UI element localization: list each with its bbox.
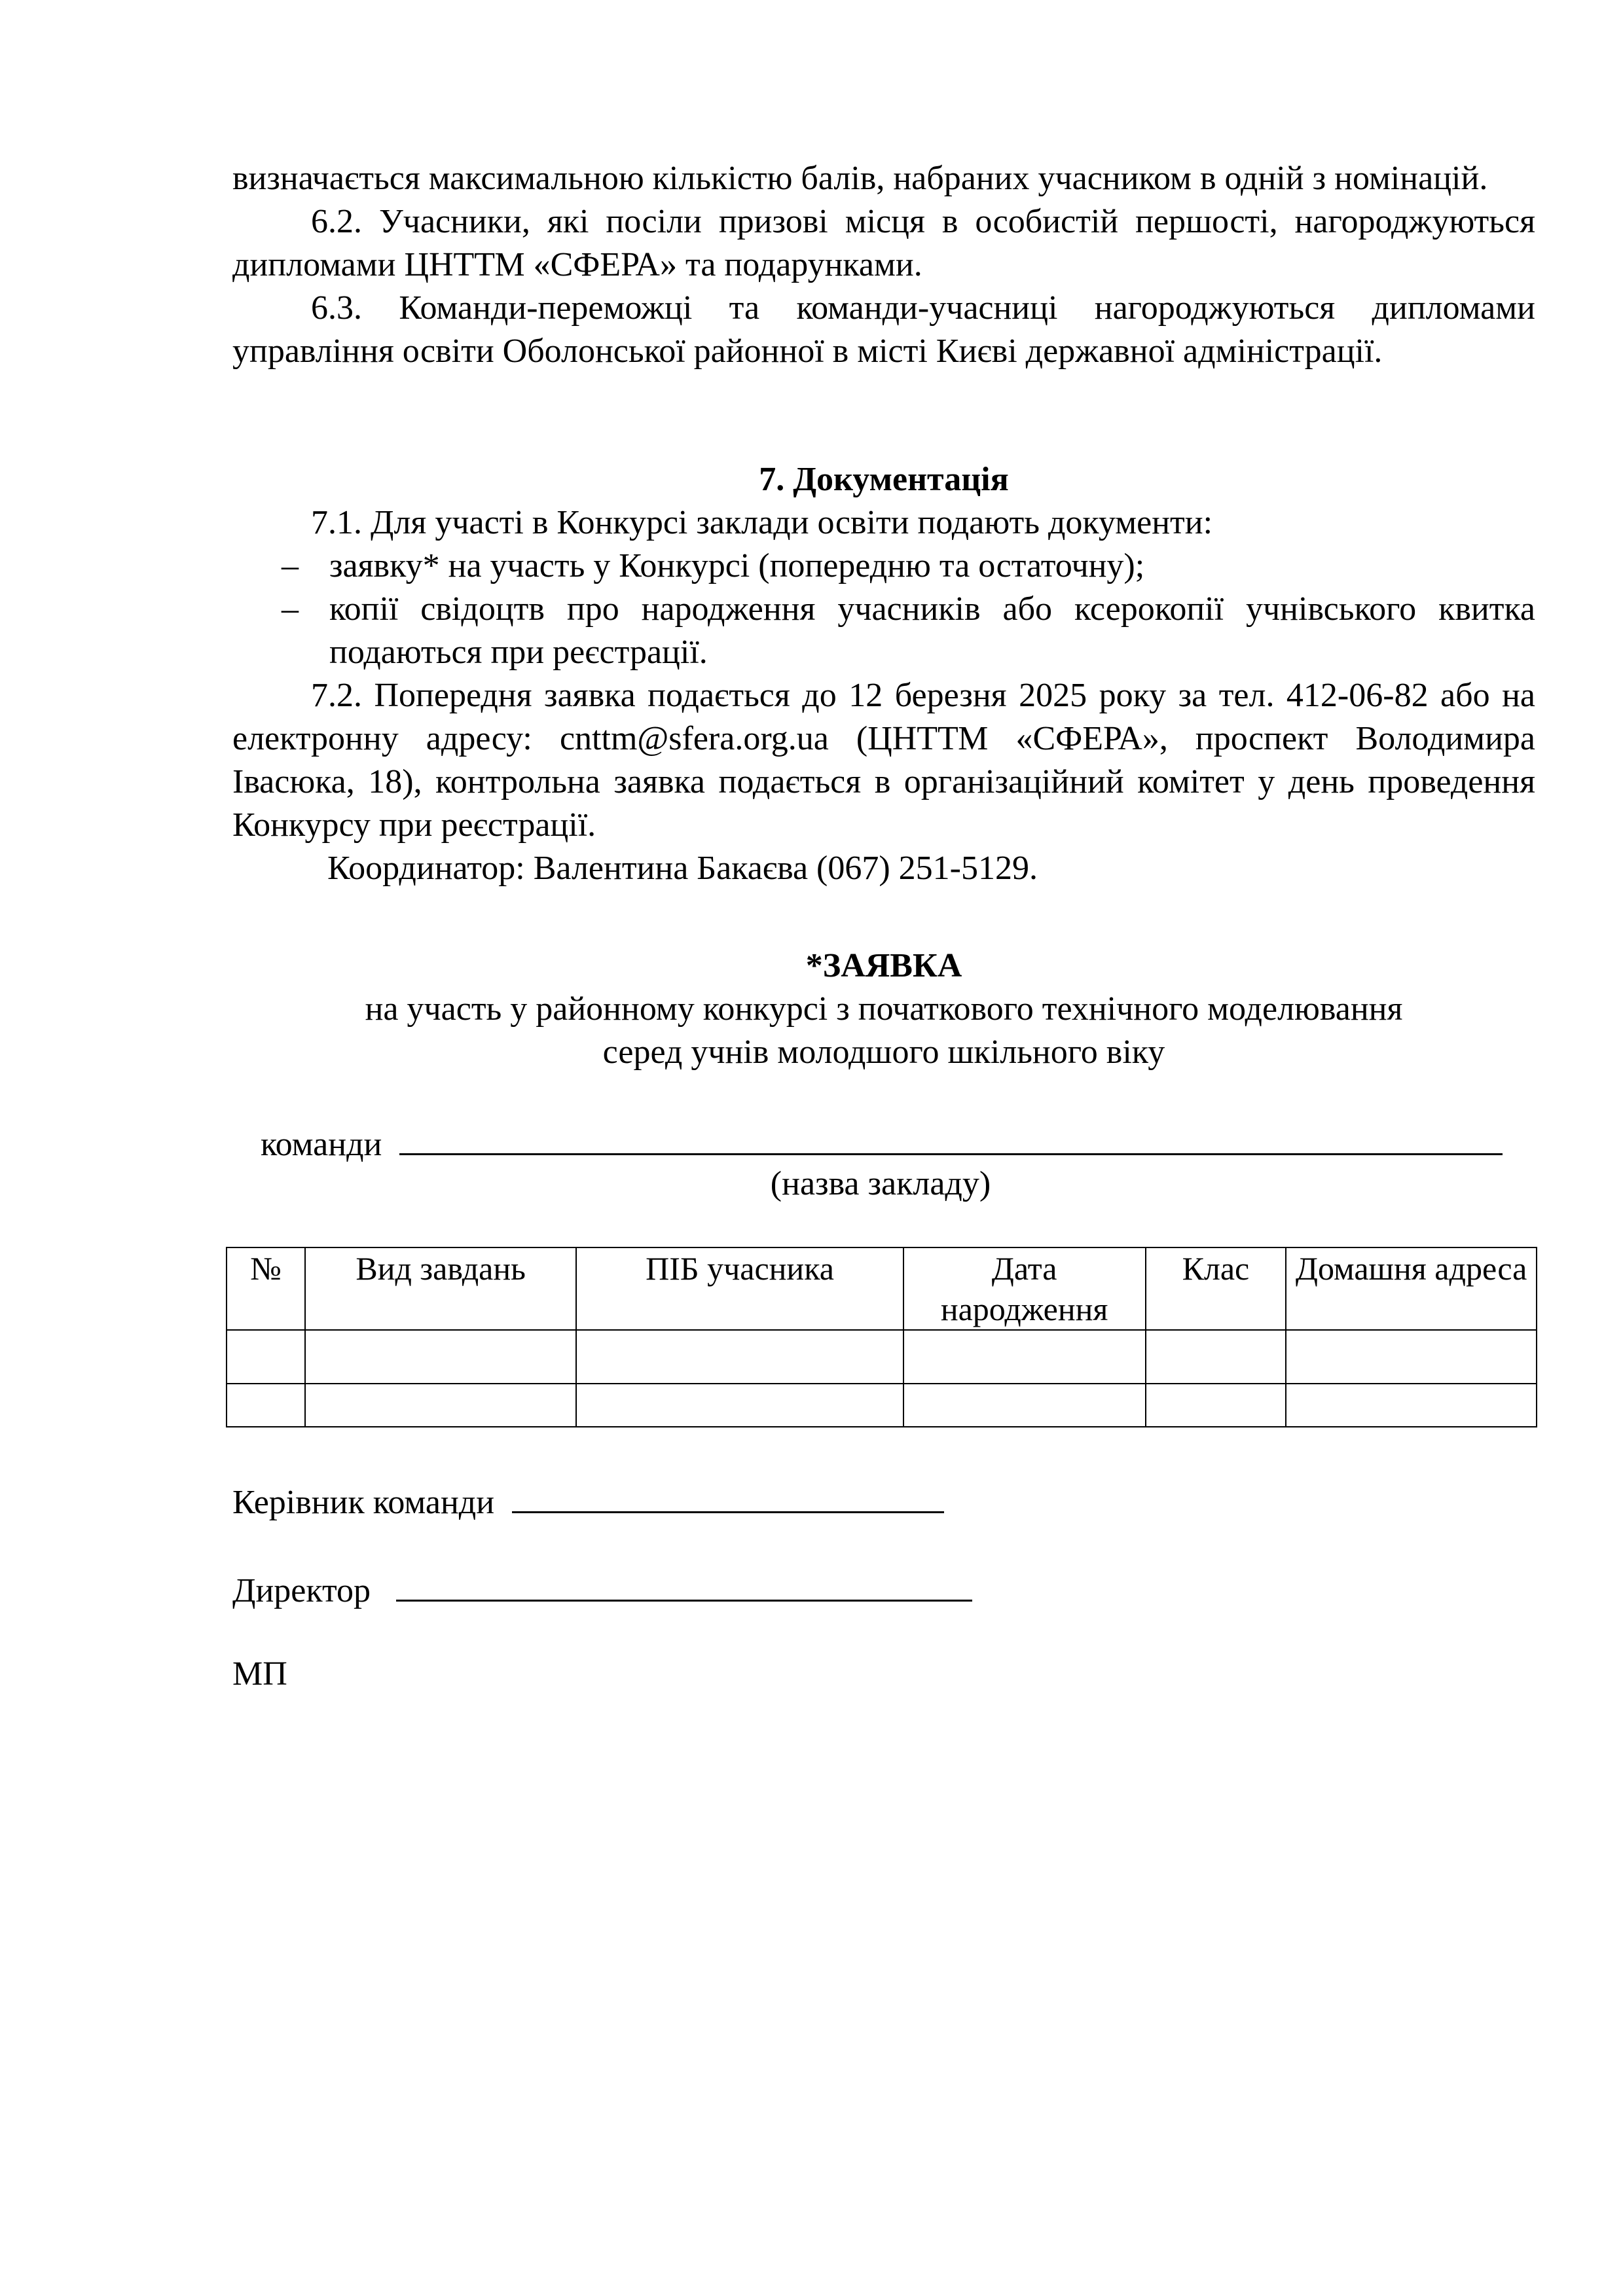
section-7-text bbox=[232, 501, 1535, 890]
director-blank[interactable] bbox=[396, 1564, 972, 1602]
section-6-text bbox=[232, 157, 1535, 373]
director-signature bbox=[232, 1564, 972, 1613]
paragraph-7-1: 7.1. Для участі в Конкурсі заклади освіти подають документи: bbox=[311, 504, 1213, 541]
list-item-text: копії свідоцтв про народження учасників або ксерокопії учнівського квитка подаються при реєстрації. bbox=[329, 590, 1535, 671]
application-title: *ЗАЯВКА bbox=[805, 947, 962, 984]
table-cell[interactable] bbox=[227, 1384, 305, 1427]
table-cell[interactable] bbox=[1146, 1330, 1286, 1384]
team-leader-signature bbox=[232, 1476, 944, 1524]
stamp-label: МП bbox=[232, 1655, 287, 1693]
column-header-task-type: Вид завдань bbox=[305, 1247, 576, 1330]
table-cell[interactable] bbox=[305, 1330, 576, 1384]
application-subtitle-line-1: на участь у районному конкурсі з початкового технічного моделювання bbox=[365, 990, 1403, 1028]
list-item bbox=[232, 588, 1535, 674]
team-field-caption: (назва закладу) bbox=[770, 1165, 991, 1202]
director-label: Директор bbox=[232, 1572, 371, 1609]
team-name-field bbox=[261, 1118, 1503, 1166]
paragraph-6-2: 6.2. Учасники, які посіли призові місця в особистій першості, нагороджуються дипломами ЦНТТМ «СФЕРА» та подарунками. bbox=[232, 203, 1535, 283]
dash-marker: – bbox=[282, 590, 299, 628]
paragraph-6-1-continued: визначається максимальною кількістю балів, набраних учасником в одній з номінацій. bbox=[232, 160, 1488, 197]
team-leader-label: Керівник команди bbox=[232, 1484, 495, 1521]
table-cell[interactable] bbox=[903, 1384, 1146, 1427]
column-header-participant-name: ПІБ учасника bbox=[576, 1247, 903, 1330]
table-cell[interactable] bbox=[576, 1384, 903, 1427]
application-table bbox=[226, 1247, 1537, 1427]
column-header-home-address: Домашня адреса bbox=[1286, 1247, 1537, 1330]
column-header-class: Клас bbox=[1146, 1247, 1286, 1330]
team-name-blank[interactable] bbox=[399, 1118, 1503, 1155]
table-row bbox=[227, 1330, 1537, 1384]
coordinator-line: Координатор: Валентина Бакаєва (067) 251-5129. bbox=[327, 850, 1038, 887]
table-cell[interactable] bbox=[1286, 1330, 1537, 1384]
column-header-number: № bbox=[227, 1247, 305, 1330]
table-cell[interactable] bbox=[227, 1330, 305, 1384]
application-subtitle-line-2: серед учнів молодшого шкільного віку bbox=[602, 1033, 1165, 1071]
paragraph-6-3: 6.3. Команди-переможці та команди-учасниці нагороджуються дипломами управління освіти Оболонської районної в місті Києві державної адміністрації. bbox=[232, 289, 1535, 370]
dash-marker: – bbox=[282, 547, 299, 584]
list-item-text: заявку* на участь у Конкурсі (попередню та остаточну); bbox=[329, 547, 1145, 584]
section-7-heading: 7. Документація bbox=[759, 461, 1009, 498]
table-cell[interactable] bbox=[305, 1384, 576, 1427]
list-item bbox=[232, 545, 1535, 588]
column-header-birth-date: Дата народження bbox=[903, 1247, 1146, 1330]
table-cell[interactable] bbox=[903, 1330, 1146, 1384]
paragraph-7-2: 7.2. Попередня заявка подається до 12 березня 2025 року за тел. 412-06-82 або на електронну адресу: cnttm@sfera.org.ua (ЦНТТМ «СФЕРА», проспект Володимира Івасюка, 18), контрольна заявка подається в організаційний комітет у день проведення Конкурсу при реєстрації. bbox=[232, 677, 1535, 844]
table-cell[interactable] bbox=[1146, 1384, 1286, 1427]
table-row bbox=[227, 1384, 1537, 1427]
table-header-row bbox=[227, 1247, 1537, 1330]
team-label: команди bbox=[261, 1126, 382, 1163]
table-cell[interactable] bbox=[1286, 1384, 1537, 1427]
table-cell[interactable] bbox=[576, 1330, 903, 1384]
team-leader-blank[interactable] bbox=[512, 1476, 944, 1513]
